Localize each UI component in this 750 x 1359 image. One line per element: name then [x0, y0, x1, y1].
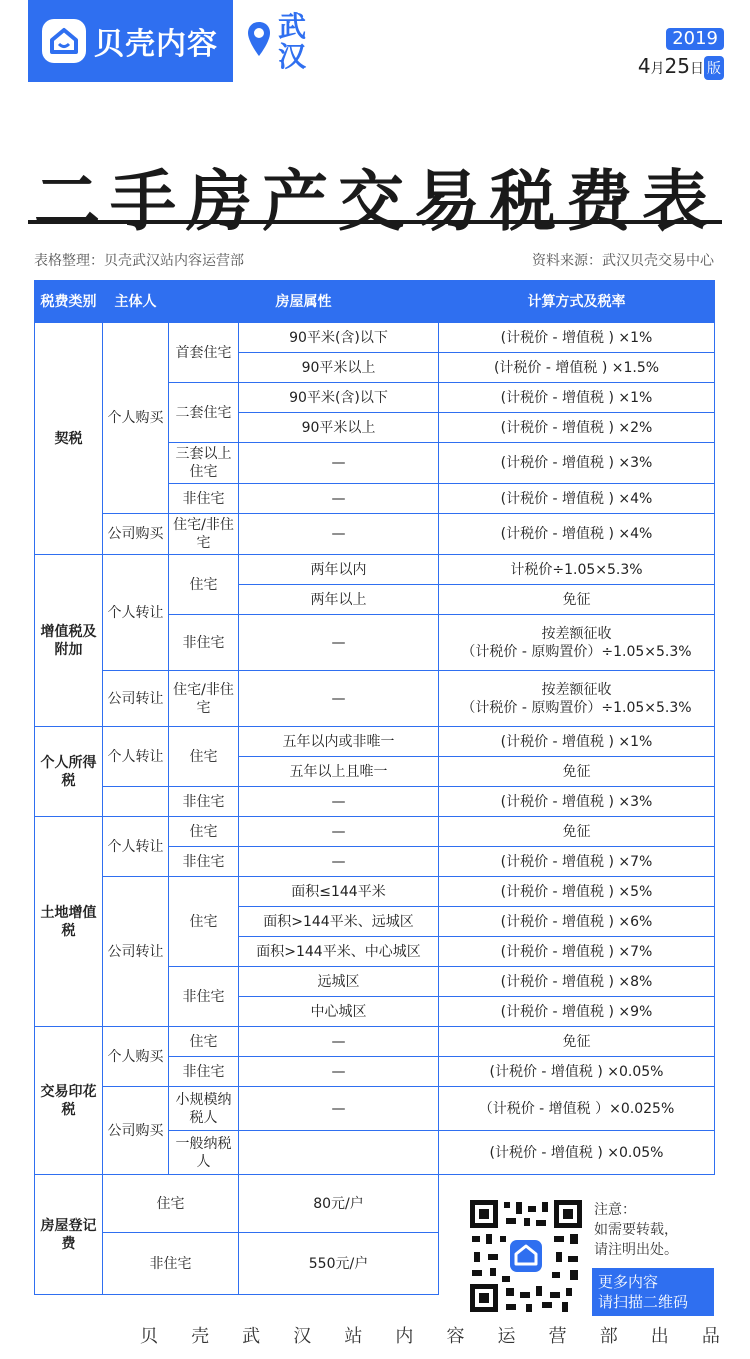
title-band [28, 140, 722, 240]
rate-cell: (计税价 - 增值税 ) ×6% [439, 907, 715, 937]
edition-year: 2019 [666, 28, 724, 50]
subject-cell: 公司购买 [103, 1087, 169, 1175]
property-cell: 住宅 [169, 727, 239, 787]
day-unit: 日 [690, 61, 704, 77]
rate-cell: (计税价 - 增值税 ) ×1.5% [439, 353, 715, 383]
attribute-cell: 面积≤144平米 [239, 877, 439, 907]
subject-cell [103, 787, 169, 817]
property-cell: 二套住宅 [169, 383, 239, 443]
header-property: 房屋属性 [169, 281, 439, 323]
footer-char: 出 [650, 1326, 669, 1347]
footer-char: 容 [446, 1326, 465, 1347]
attribute-cell [239, 1131, 439, 1175]
month-unit: 月 [650, 61, 665, 77]
rate-cell: (计税价 - 增值税 ) ×4% [439, 514, 715, 555]
footer-char: 部 [599, 1326, 618, 1347]
property-cell: 住宅 [103, 1175, 239, 1233]
subject-cell: 个人转让 [103, 727, 169, 787]
reprint-note [594, 1200, 678, 1260]
fee-cell: 80元/户 [239, 1175, 439, 1233]
rate-cell: (计税价 - 增值税 ) ×1% [439, 383, 715, 413]
rate-cell: (计税价 - 增值税 ) ×7% [439, 937, 715, 967]
property-cell: 非住宅 [169, 967, 239, 1027]
rate-line: 按差额征收 [541, 681, 612, 698]
rate-cell: (计税价 - 增值税 ) ×4% [439, 484, 715, 514]
property-cell: 住宅 [169, 555, 239, 615]
qr-code-icon[interactable] [466, 1196, 586, 1316]
rate-cell: 免征 [439, 585, 715, 615]
rate-line: （计税价 - 原购置价）÷1.05×5.3% [461, 643, 692, 660]
category-cell: 土地增值税 [35, 817, 103, 1027]
edition-month: 4 [637, 54, 651, 78]
footer-char: 武 [242, 1326, 261, 1347]
rate-cell [439, 615, 715, 671]
attribute-cell: — [239, 817, 439, 847]
edition-date [638, 28, 724, 80]
rate-cell: 计税价÷1.05×5.3% [439, 555, 715, 585]
attribute-cell: — [239, 615, 439, 671]
property-cell: 三套以上住宅 [169, 443, 239, 484]
note-line: 注意： [594, 1202, 636, 1218]
property-cell: 住宅/非住宅 [169, 671, 239, 727]
location-pin-icon [246, 20, 272, 64]
footer-char: 汉 [293, 1326, 312, 1347]
table-row [35, 727, 715, 757]
attribute-cell: 90平米以上 [239, 353, 439, 383]
rate-cell: (计税价 - 增值税 ) ×1% [439, 323, 715, 353]
property-cell: 住宅/非住宅 [169, 514, 239, 555]
source-note: 资料来源：武汉贝壳交易中心 [532, 253, 714, 269]
attribute-cell: 五年以上且唯一 [239, 757, 439, 787]
rate-cell: 免征 [439, 817, 715, 847]
rate-cell: 免征 [439, 757, 715, 787]
scan-more-badge [592, 1268, 714, 1316]
rate-cell: （计税价 - 增值税 ）×0.025% [439, 1087, 715, 1131]
table-row [35, 1027, 715, 1057]
tax-table [34, 280, 715, 1295]
rate-cell: (计税价 - 增值税 ) ×8% [439, 967, 715, 997]
subject-cell: 公司购买 [103, 514, 169, 555]
category-cell: 契税 [35, 323, 103, 555]
organizer-note: 表格整理：贝壳武汉站内容运营部 [34, 253, 244, 269]
subject-cell: 个人购买 [103, 1027, 169, 1087]
property-cell: 住宅 [169, 1027, 239, 1057]
edition-day: 25 [664, 54, 690, 78]
rate-cell: (计税价 - 增值税 ) ×0.05% [439, 1057, 715, 1087]
table-header-row [35, 281, 715, 323]
page-title: 二手房产交易税费表 [34, 162, 718, 240]
category-cell: 增值税及附加 [35, 555, 103, 727]
footer-char: 内 [395, 1326, 414, 1347]
property-cell: 小规模纳税人 [169, 1087, 239, 1131]
property-cell: 住宅 [169, 877, 239, 967]
table-row [35, 877, 715, 907]
note-line: 如需要转载， [594, 1222, 678, 1238]
header-method: 计算方式及税率 [439, 281, 715, 323]
edition-badge: 版 [704, 56, 724, 80]
table-row [35, 514, 715, 555]
property-cell: 首套住宅 [169, 323, 239, 383]
subject-cell: 公司转让 [103, 877, 169, 1027]
header-subject: 主体人 [103, 281, 169, 323]
table-row [35, 1087, 715, 1131]
table-row [35, 817, 715, 847]
footer-char: 营 [548, 1326, 567, 1347]
footer-credit [140, 1322, 720, 1348]
attribute-cell: — [239, 1027, 439, 1057]
more-line: 请扫描二维码 [598, 1293, 689, 1311]
property-cell: 非住宅 [169, 484, 239, 514]
rate-cell: (计税价 - 增值税 ) ×2% [439, 413, 715, 443]
city-name: 武汉 [278, 10, 307, 73]
more-line: 更多内容 [598, 1273, 659, 1291]
attribute-cell: 面积>144平米、远城区 [239, 907, 439, 937]
subject-cell: 个人转让 [103, 817, 169, 877]
footer-char: 站 [344, 1326, 363, 1347]
subject-cell: 个人转让 [103, 555, 169, 671]
subject-cell: 公司转让 [103, 671, 169, 727]
property-cell: 一般纳税人 [169, 1131, 239, 1175]
attribute-cell: — [239, 1087, 439, 1131]
attribute-cell: 两年以上 [239, 585, 439, 615]
brand-banner [28, 0, 233, 82]
rate-cell: (计税价 - 增值税 ) ×3% [439, 787, 715, 817]
attribute-cell: — [239, 484, 439, 514]
rate-cell: 免征 [439, 1027, 715, 1057]
attribute-cell: 远城区 [239, 967, 439, 997]
attribute-cell: 90平米以上 [239, 413, 439, 443]
attribute-cell: 五年以内或非唯一 [239, 727, 439, 757]
category-cell: 个人所得税 [35, 727, 103, 817]
rate-cell: (计税价 - 增值税 ) ×7% [439, 847, 715, 877]
rate-cell: (计税价 - 增值税 ) ×9% [439, 997, 715, 1027]
category-cell: 交易印花税 [35, 1027, 103, 1175]
attribute-cell: — [239, 1057, 439, 1087]
attribute-cell: — [239, 671, 439, 727]
brand-name: 贝壳内容 [94, 27, 218, 62]
rate-cell: (计税价 - 增值税 ) ×1% [439, 727, 715, 757]
header-category: 税费类别 [35, 281, 103, 323]
attribute-cell: — [239, 443, 439, 484]
table-row [35, 323, 715, 353]
attribute-cell: 两年以内 [239, 555, 439, 585]
rate-line: （计税价 - 原购置价）÷1.05×5.3% [461, 699, 692, 716]
property-cell: 住宅 [169, 817, 239, 847]
table-row [35, 555, 715, 585]
note-line: 请注明出处。 [594, 1242, 678, 1258]
subject-cell: 个人购买 [103, 323, 169, 514]
footer-char: 运 [497, 1326, 516, 1347]
rate-cell: (计税价 - 增值税 ) ×5% [439, 877, 715, 907]
city-label [246, 12, 310, 72]
attribute-cell: 90平米(含)以下 [239, 383, 439, 413]
table-row [35, 787, 715, 817]
attribute-cell: 中心城区 [239, 997, 439, 1027]
home-logo-icon [42, 19, 86, 63]
property-cell: 非住宅 [169, 847, 239, 877]
rate-line: 按差额征收 [541, 625, 612, 642]
property-cell: 非住宅 [169, 787, 239, 817]
fee-cell: 550元/户 [239, 1233, 439, 1295]
attribute-cell: — [239, 847, 439, 877]
rate-cell: (计税价 - 增值税 ) ×0.05% [439, 1131, 715, 1175]
footer-char: 壳 [191, 1326, 210, 1347]
property-cell: 非住宅 [103, 1233, 239, 1295]
attribute-cell: 面积>144平米、中心城区 [239, 937, 439, 967]
table-row [35, 671, 715, 727]
rate-cell [439, 671, 715, 727]
property-cell: 非住宅 [169, 615, 239, 671]
footer-char: 品 [701, 1326, 720, 1347]
attribute-cell: — [239, 514, 439, 555]
attribute-cell: 90平米(含)以下 [239, 323, 439, 353]
footer-char: 贝 [140, 1326, 158, 1347]
property-cell: 非住宅 [169, 1057, 239, 1087]
rate-cell: (计税价 - 增值税 ) ×3% [439, 443, 715, 484]
category-cell: 房屋登记费 [35, 1175, 103, 1295]
attribute-cell: — [239, 787, 439, 817]
